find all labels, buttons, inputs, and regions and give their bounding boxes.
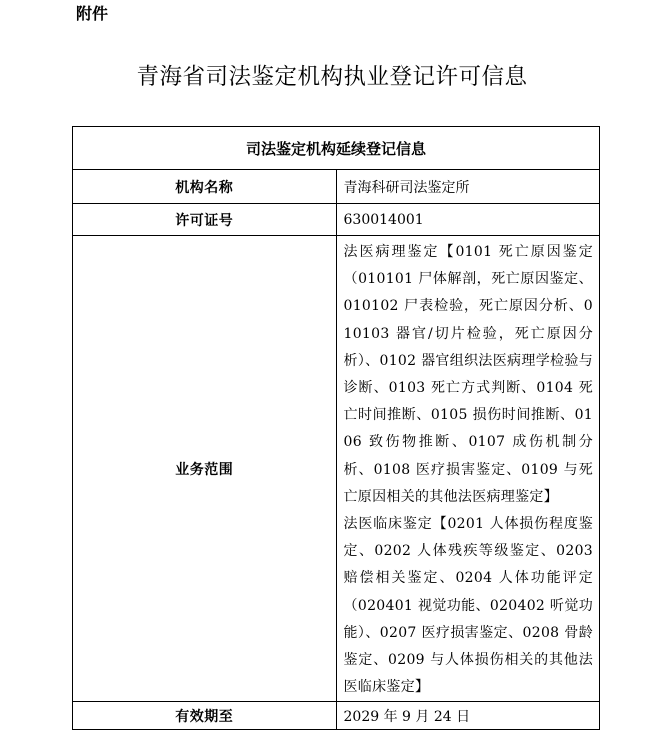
table-header: 司法鉴定机构延续登记信息: [73, 127, 600, 170]
license-number-label: 许可证号: [73, 204, 337, 236]
table-header-row: [73, 127, 600, 170]
attachment-label: 附件: [76, 4, 109, 23]
license-number-value: 630014001: [336, 204, 600, 236]
table-row: [73, 204, 600, 236]
institution-name-label: 机构名称: [73, 170, 337, 204]
table-row: [73, 170, 600, 204]
business-scope-value: [336, 236, 600, 702]
valid-until-value: 2029 年 9 月 24 日: [336, 702, 600, 730]
registration-info-table: [72, 126, 600, 730]
business-scope-label: 业务范围: [73, 236, 337, 702]
scope-paragraph-pathology: 法医病理鉴定【0101 死亡原因鉴定（010101 尸体解剖，死亡原因鉴定、010102 尸表检验，死亡原因分析、010103 器官/切片检验，死亡原因分析）、0102 器官组织法医病理学检验与诊断、0103 死亡方式判断、0104 死亡时间推断、0105 损伤时间推断、0106 致伤物推断、0107 成伤机制分析、0108 医疗损害鉴定、0109 与死亡原因相关的其他法医病理鉴定】: [343, 244, 593, 505]
scope-paragraph-clinical: 法医临床鉴定【0201 人体损伤程度鉴定、0202 人体残疾等级鉴定、0203 赔偿相关鉴定、0204 人体功能评定（020401 视觉功能、020402 听觉功能）、0207 医疗损害鉴定、0208 骨龄鉴定、0209 与人体损伤相关的其他法医临床鉴定】: [343, 516, 593, 696]
document-title: 青海省司法鉴定机构执业登记许可信息: [136, 64, 528, 90]
institution-name-value: 青海科研司法鉴定所: [336, 170, 600, 204]
table-row: [73, 702, 600, 730]
table-row: [73, 236, 600, 702]
valid-until-label: 有效期至: [73, 702, 337, 730]
business-scope-text: [344, 239, 594, 701]
